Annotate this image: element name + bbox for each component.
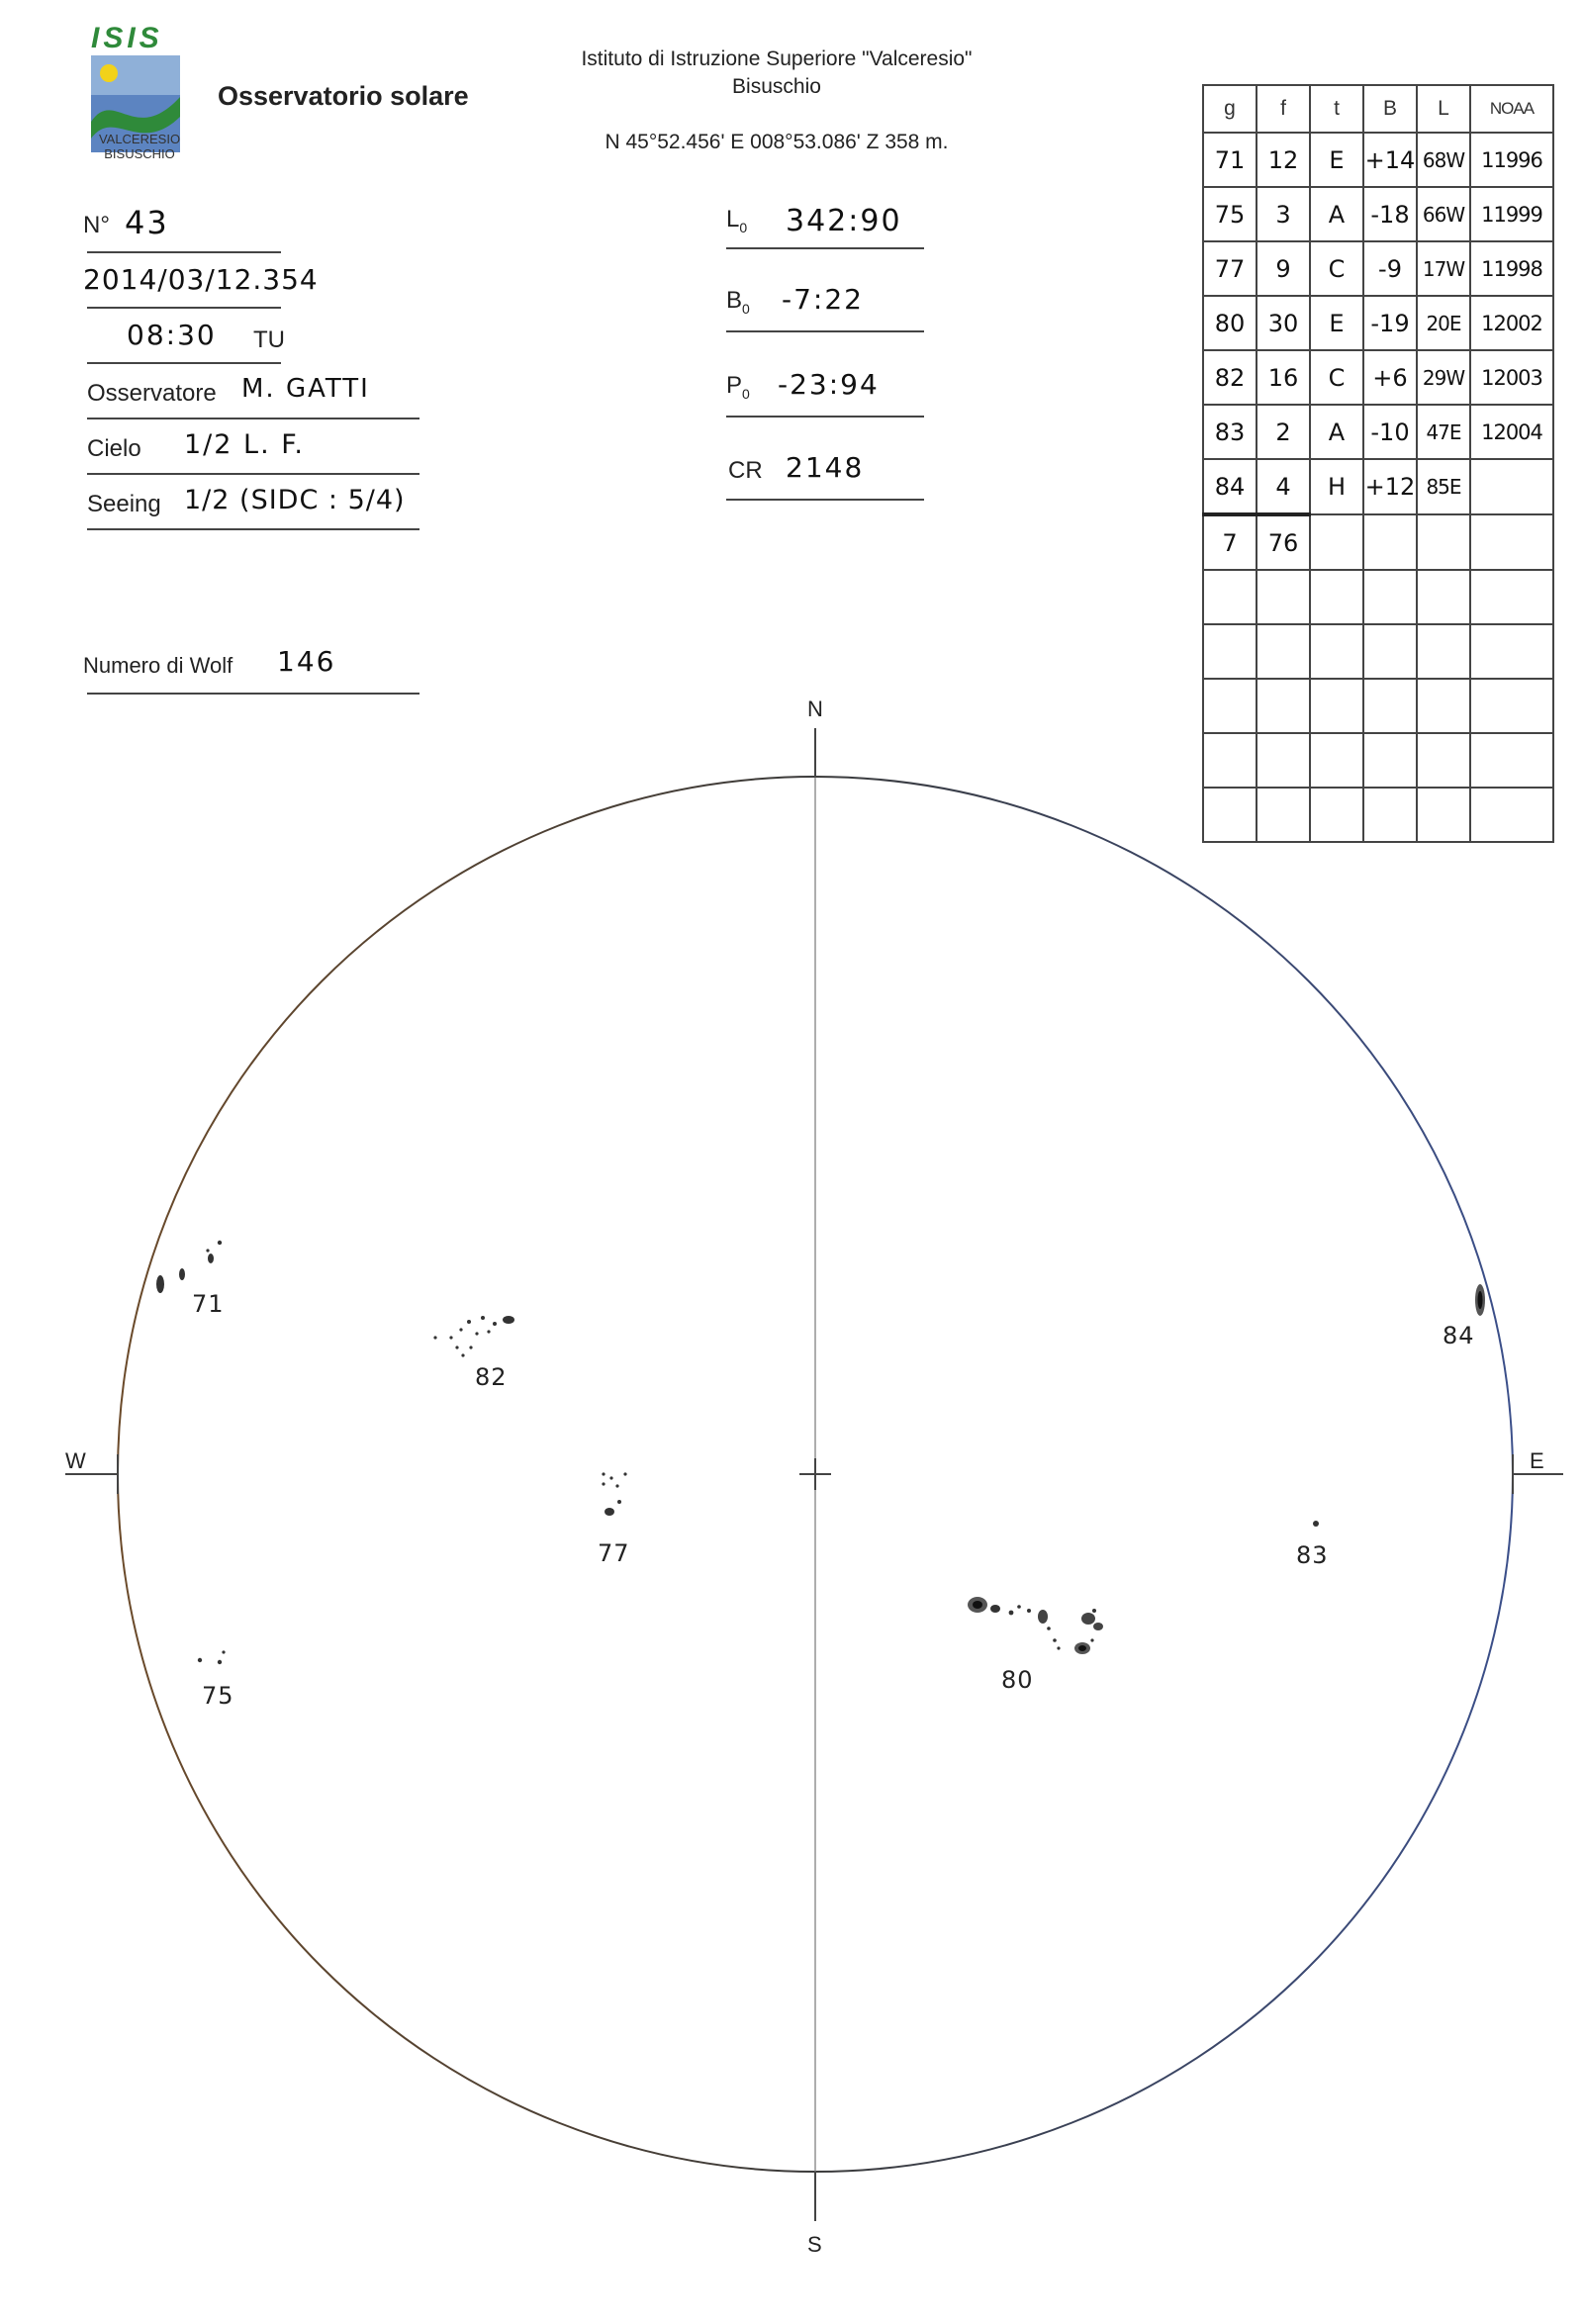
cell-g: 83 [1203,405,1257,459]
sunspot-group-77 [602,1472,626,1516]
cell-f: 4 [1257,459,1310,514]
cell-l: 20E [1417,296,1470,350]
south-label: S [807,2232,822,2257]
cr-value: 2148 [786,451,865,484]
cell-noaa: 11998 [1470,241,1553,296]
cell-noaa: 12004 [1470,405,1553,459]
l0-value: 342:90 [786,204,902,238]
cell-noaa: 11996 [1470,133,1553,187]
cell-f: 12 [1257,133,1310,187]
cell-noaa: 12002 [1470,296,1553,350]
cr-label: CR [728,457,763,484]
institute-name: Istituto di Istruzione Superiore "Valceresio" [581,47,973,70]
cell-t: A [1310,405,1363,459]
cell-f: 3 [1257,187,1310,241]
sunspot-group-75 [198,1650,226,1664]
header-t: t [1310,85,1363,133]
cell-l: 29W [1417,350,1470,405]
cell-noaa: 12003 [1470,350,1553,405]
cell-b: +12 [1363,459,1417,514]
sky-value: 1/2 L. F. [184,429,306,460]
cell-t: A [1310,187,1363,241]
cell-l: 66W [1417,187,1470,241]
cell-f: 16 [1257,350,1310,405]
b0-value: -7:22 [782,283,864,316]
cell-l: 17W [1417,241,1470,296]
b0-label: $B_0$ [726,287,750,317]
p0-label: $P_0$ [726,372,750,402]
sky-label: Cielo [87,435,141,462]
header-b: B [1363,85,1417,133]
cell-l: 85E [1417,459,1470,514]
logo-text: ISIS [91,22,163,54]
group-label-80: 80 [1001,1666,1034,1694]
time-unit: TU [253,326,285,353]
east-label: E [1530,1448,1544,1473]
wolf-value: 146 [277,645,336,678]
seeing-value: 1/2 (SIDC : 5/4) [184,485,406,515]
l0-label: $L_0$ [726,206,748,235]
sunspot-group-83 [1313,1521,1319,1527]
header-g: g [1203,85,1257,133]
cell-b: -9 [1363,241,1417,296]
header-f: f [1257,85,1310,133]
cell-g: 71 [1203,133,1257,187]
number-value: 43 [125,204,169,241]
group-label-71: 71 [192,1290,225,1318]
sunspot-group-84 [1475,1284,1485,1316]
cell-f: 30 [1257,296,1310,350]
cell-t: C [1310,350,1363,405]
observatory-title: Osservatorio solare [218,81,469,111]
cell-t: E [1310,296,1363,350]
total-spots: 76 [1257,514,1310,570]
time-value: 08:30 [127,319,217,351]
group-label-75: 75 [202,1682,234,1710]
cell-f: 2 [1257,405,1310,459]
cell-noaa: 11999 [1470,187,1553,241]
cell-b: -10 [1363,405,1417,459]
group-label-77: 77 [598,1539,630,1567]
cell-g: 84 [1203,459,1257,514]
group-label-82: 82 [475,1363,508,1391]
logo-subtitle-2: BISUSCHIO [104,146,175,161]
cell-b: +6 [1363,350,1417,405]
header-l: L [1417,85,1470,133]
cell-t: C [1310,241,1363,296]
cell-f: 9 [1257,241,1310,296]
number-label: N° [83,212,110,238]
cell-l: 68W [1417,133,1470,187]
header-noaa: NOAA [1470,85,1553,133]
wolf-label: Numero di Wolf [83,653,233,678]
cell-g: 75 [1203,187,1257,241]
observer-value: M. GATTI [241,374,370,404]
cell-l: 47E [1417,405,1470,459]
cell-t: H [1310,459,1363,514]
sunspot-group-71 [156,1241,222,1293]
group-label-84: 84 [1443,1322,1475,1349]
p0-value: -23:94 [778,368,880,401]
cell-t: E [1310,133,1363,187]
logo-subtitle-1: VALCERESIO [98,132,181,146]
cell-g: 77 [1203,241,1257,296]
sunspot-group-82 [433,1316,514,1357]
institute-city: Bisuschio [732,75,821,98]
cell-g: 80 [1203,296,1257,350]
group-label-83: 83 [1296,1541,1329,1569]
date-value: 2014/03/12.354 [83,263,319,296]
observer-label: Osservatore [87,380,217,407]
seeing-label: Seeing [87,491,161,517]
cell-g: 82 [1203,350,1257,405]
west-label: W [65,1448,86,1473]
sunspot-group-80 [968,1597,1103,1654]
site-coordinates: N 45°52.456' E 008°53.086' Z 358 m. [605,131,949,153]
cell-b: -18 [1363,187,1417,241]
total-groups: 7 [1203,514,1257,570]
cell-b: +14 [1363,133,1417,187]
cell-b: -19 [1363,296,1417,350]
north-label: N [807,697,823,721]
